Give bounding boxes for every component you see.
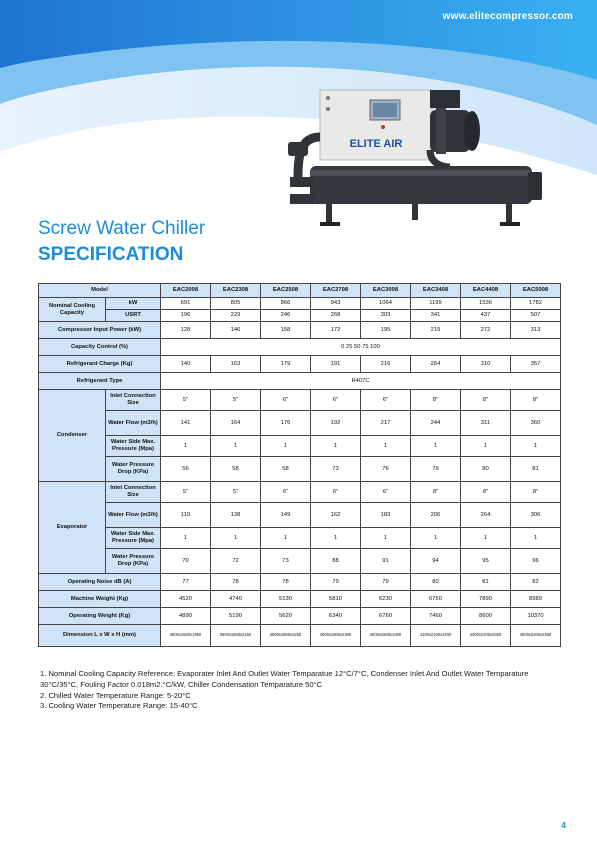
condenser-label: Condenser — [39, 390, 106, 482]
usrt-value: 196 — [161, 310, 211, 322]
cooling-capacity-label: Nominal Cooling Capacity — [39, 298, 106, 322]
evaporator-drop-value: 96 — [511, 549, 561, 574]
condenser-drop-value: 58 — [261, 457, 311, 482]
evaporator-flow-value: 162 — [311, 503, 361, 528]
operating-weight-value: 5620 — [261, 608, 311, 625]
dimension-label: Dimension L x W x H (mm) — [39, 625, 161, 647]
dimension-value: 4000x1800x2300 — [361, 625, 411, 647]
table-row — [39, 591, 561, 608]
condenser-pressure-value: 1 — [261, 436, 311, 457]
model-name: EAC2308 — [211, 284, 261, 298]
input-power-value: 158 — [261, 322, 311, 339]
evaporator-pressure-value: 1 — [311, 528, 361, 549]
table-row — [39, 608, 561, 625]
condenser-pressure-value: 1 — [211, 436, 261, 457]
capacity-control-value: 0 25 50 75 100 — [161, 339, 561, 356]
operating-weight-value: 4890 — [161, 608, 211, 625]
evaporator-drop-value: 94 — [411, 549, 461, 574]
evaporator-pressure-value: 1 — [511, 528, 561, 549]
table-row — [39, 482, 561, 503]
condenser-inlet-value: 5" — [161, 390, 211, 411]
operating-weight-value: 6340 — [311, 608, 361, 625]
evaporator-pressure-value: 1 — [461, 528, 511, 549]
evaporator-drop-value: 95 — [461, 549, 511, 574]
dimension-value: 3600x1800x2150 — [211, 625, 261, 647]
condenser-inlet-value: 8" — [461, 390, 511, 411]
usrt-value: 341 — [411, 310, 461, 322]
condenser-drop-value: 81 — [511, 457, 561, 482]
machine-weight-value: 5810 — [311, 591, 361, 608]
evaporator-flow-value: 206 — [411, 503, 461, 528]
input-power-value: 172 — [311, 322, 361, 339]
refrigerant-charge-value: 163 — [211, 356, 261, 373]
machine-weight-value: 6230 — [361, 591, 411, 608]
table-row — [39, 298, 561, 310]
page-subtitle: SPECIFICATION — [38, 244, 184, 265]
input-power-value: 272 — [461, 322, 511, 339]
noise-value: 81 — [461, 574, 511, 591]
model-name: EAC2008 — [161, 284, 211, 298]
table-row — [39, 574, 561, 591]
evaporator-drop-value: 72 — [211, 549, 261, 574]
noise-label: Operating Noise dB (A) — [39, 574, 161, 591]
condenser-flow-value: 192 — [311, 411, 361, 436]
refrigerant-charge-value: 310 — [461, 356, 511, 373]
condenser-pressure-value: 1 — [461, 436, 511, 457]
capacity-control-label: Capacity Control (%) — [39, 339, 161, 356]
condenser-inlet-value: 5" — [211, 390, 261, 411]
usrt-value: 437 — [461, 310, 511, 322]
condenser-drop-value: 73 — [311, 457, 361, 482]
machine-weight-value: 5130 — [261, 591, 311, 608]
drop-label: Water Pressure Drop (KPa) — [106, 549, 161, 574]
table-row — [39, 436, 561, 457]
evaporator-inlet-value: 8" — [411, 482, 461, 503]
table-row — [39, 356, 561, 373]
noise-value: 78 — [261, 574, 311, 591]
table-row — [39, 284, 561, 298]
website-url[interactable]: www.elitecompressor.com — [442, 11, 573, 22]
kw-value: 1064 — [361, 298, 411, 310]
noise-value: 79 — [361, 574, 411, 591]
operating-weight-value: 5190 — [211, 608, 261, 625]
model-name: EAC3408 — [411, 284, 461, 298]
condenser-flow-value: 141 — [161, 411, 211, 436]
model-name: EAC2508 — [261, 284, 311, 298]
input-power-label: Compressor Input Power (kW) — [39, 322, 161, 339]
specification-table — [38, 283, 561, 647]
table-row — [39, 310, 561, 322]
dimension-value: 4100x2100x2300 — [411, 625, 461, 647]
evaporator-flow-value: 306 — [511, 503, 561, 528]
dimension-value: 3600x1600x1950 — [161, 625, 211, 647]
flow-label: Water Flow (m3/h) — [106, 411, 161, 436]
evaporator-inlet-value: 6" — [361, 482, 411, 503]
evaporator-pressure-value: 1 — [361, 528, 411, 549]
evaporator-flow-value: 183 — [361, 503, 411, 528]
usrt-value: 246 — [261, 310, 311, 322]
noise-value: 78 — [211, 574, 261, 591]
input-power-value: 128 — [161, 322, 211, 339]
pressure-label: Water Side Max. Pressure (Mpa) — [106, 528, 161, 549]
evaporator-inlet-value: 6" — [311, 482, 361, 503]
dimension-value: 4500x2200x2450 — [511, 625, 561, 647]
table-row — [39, 411, 561, 436]
table-row — [39, 322, 561, 339]
machine-weight-value: 6750 — [411, 591, 461, 608]
condenser-drop-value: 79 — [411, 457, 461, 482]
evaporator-drop-value: 70 — [161, 549, 211, 574]
table-row — [39, 503, 561, 528]
table-row — [39, 528, 561, 549]
kw-value: 1782 — [511, 298, 561, 310]
refrigerant-charge-value: 179 — [261, 356, 311, 373]
usrt-value: 303 — [361, 310, 411, 322]
usrt-label: USRT — [106, 310, 161, 322]
dimension-value: 3800x1800x2250 — [261, 625, 311, 647]
refrigerant-charge-label: Refrigerant Charge (Kg) — [39, 356, 161, 373]
refrigerant-type-value: R407C — [161, 373, 561, 390]
kw-value: 866 — [261, 298, 311, 310]
machine-weight-value: 7890 — [461, 591, 511, 608]
evaporator-flow-value: 138 — [211, 503, 261, 528]
kw-value: 943 — [311, 298, 361, 310]
evaporator-inlet-value: 5" — [211, 482, 261, 503]
condenser-inlet-value: 8" — [511, 390, 561, 411]
evaporator-flow-value: 119 — [161, 503, 211, 528]
refrigerant-charge-value: 357 — [511, 356, 561, 373]
input-power-value: 146 — [211, 322, 261, 339]
notes-section — [40, 669, 560, 712]
evaporator-flow-value: 149 — [261, 503, 311, 528]
operating-weight-value: 7460 — [411, 608, 461, 625]
machine-weight-value: 4520 — [161, 591, 211, 608]
model-header: Model — [39, 284, 161, 298]
machine-weight-label: Machine Weight (Kg) — [39, 591, 161, 608]
condenser-pressure-value: 1 — [161, 436, 211, 457]
dimension-value: 4300x2200x2350 — [461, 625, 511, 647]
evaporator-pressure-value: 1 — [261, 528, 311, 549]
note-item: 2. Chilled Water Temperature Range: 5-20°C — [40, 690, 191, 700]
table-row — [39, 549, 561, 574]
model-name: EAC5008 — [511, 284, 561, 298]
condenser-flow-value: 244 — [411, 411, 461, 436]
operating-weight-value: 10370 — [511, 608, 561, 625]
condenser-flow-value: 176 — [261, 411, 311, 436]
input-power-value: 195 — [361, 322, 411, 339]
condenser-flow-value: 217 — [361, 411, 411, 436]
evaporator-flow-value: 264 — [461, 503, 511, 528]
flow-label: Water Flow (m3/h) — [106, 503, 161, 528]
condenser-inlet-value: 8" — [411, 390, 461, 411]
condenser-drop-value: 76 — [361, 457, 411, 482]
evaporator-drop-value: 73 — [261, 549, 311, 574]
refrigerant-charge-value: 191 — [311, 356, 361, 373]
condenser-pressure-value: 1 — [311, 436, 361, 457]
condenser-drop-value: 80 — [461, 457, 511, 482]
condenser-inlet-value: 6" — [261, 390, 311, 411]
evaporator-drop-value: 91 — [361, 549, 411, 574]
kw-value: 1536 — [461, 298, 511, 310]
condenser-flow-value: 311 — [461, 411, 511, 436]
condenser-inlet-value: 6" — [361, 390, 411, 411]
evaporator-label: Evaporator — [39, 482, 106, 574]
kw-value: 691 — [161, 298, 211, 310]
noise-value: 82 — [511, 574, 561, 591]
evaporator-pressure-value: 1 — [161, 528, 211, 549]
table-row — [39, 339, 561, 356]
table-row — [39, 373, 561, 390]
evaporator-pressure-value: 1 — [211, 528, 261, 549]
evaporator-inlet-value: 5" — [161, 482, 211, 503]
usrt-value: 229 — [211, 310, 261, 322]
table-row — [39, 625, 561, 647]
model-name: EAC3008 — [361, 284, 411, 298]
condenser-pressure-value: 1 — [411, 436, 461, 457]
evaporator-inlet-value: 8" — [461, 482, 511, 503]
input-power-value: 313 — [511, 322, 561, 339]
pressure-label: Water Side Max. Pressure (Mpa) — [106, 436, 161, 457]
evaporator-drop-value: 88 — [311, 549, 361, 574]
table-row — [39, 390, 561, 411]
refrigerant-type-label: Refrigerant Type — [39, 373, 161, 390]
condenser-flow-value: 360 — [511, 411, 561, 436]
page-number: 4 — [561, 820, 566, 830]
evaporator-inlet-value: 8" — [511, 482, 561, 503]
condenser-pressure-value: 1 — [361, 436, 411, 457]
model-name: EAC2708 — [311, 284, 361, 298]
kw-value: 805 — [211, 298, 261, 310]
inlet-label: Inlet Connection Size — [106, 482, 161, 503]
operating-weight-label: Operating Weight (Kg) — [39, 608, 161, 625]
condenser-drop-value: 56 — [161, 457, 211, 482]
usrt-value: 507 — [511, 310, 561, 322]
note-item: 3. Cooling Water Temperature Range: 15-40°C — [40, 701, 198, 711]
dimension-value: 4000x1800x2300 — [311, 625, 361, 647]
chiller-product-image — [280, 82, 550, 227]
usrt-value: 268 — [311, 310, 361, 322]
page-title: Screw Water Chiller — [38, 218, 206, 239]
kw-label: kW — [106, 298, 161, 310]
refrigerant-charge-value: 140 — [161, 356, 211, 373]
evaporator-pressure-value: 1 — [411, 528, 461, 549]
input-power-value: 219 — [411, 322, 461, 339]
operating-weight-value: 8600 — [461, 608, 511, 625]
refrigerant-charge-value: 216 — [361, 356, 411, 373]
condenser-drop-value: 58 — [211, 457, 261, 482]
condenser-inlet-value: 6" — [311, 390, 361, 411]
noise-value: 77 — [161, 574, 211, 591]
kw-value: 1199 — [411, 298, 461, 310]
condenser-flow-value: 164 — [211, 411, 261, 436]
drop-label: Water Pressure Drop (KPa) — [106, 457, 161, 482]
operating-weight-value: 6760 — [361, 608, 411, 625]
brand-label: ELITE AIR — [349, 138, 403, 150]
inlet-label: Inlet Connection Size — [106, 390, 161, 411]
machine-weight-value: 4740 — [211, 591, 261, 608]
condenser-pressure-value: 1 — [511, 436, 561, 457]
evaporator-inlet-value: 6" — [261, 482, 311, 503]
model-name: EAC4408 — [461, 284, 511, 298]
machine-weight-value: 8989 — [511, 591, 561, 608]
table-row — [39, 457, 561, 482]
note-item: 1. Nominal Cooling Capacity Reference: Evaporater Inlet And Outlet Water Temparatue 12°C/7°C, Condenser Inlet And Outlet Water Temparature 30°C/35°C, Fouling Factor 0.018m2.°C/kW, Chiller Condensation Temparature 50°C — [40, 669, 529, 689]
refrigerant-charge-value: 264 — [411, 356, 461, 373]
noise-value: 79 — [311, 574, 361, 591]
noise-value: 80 — [411, 574, 461, 591]
